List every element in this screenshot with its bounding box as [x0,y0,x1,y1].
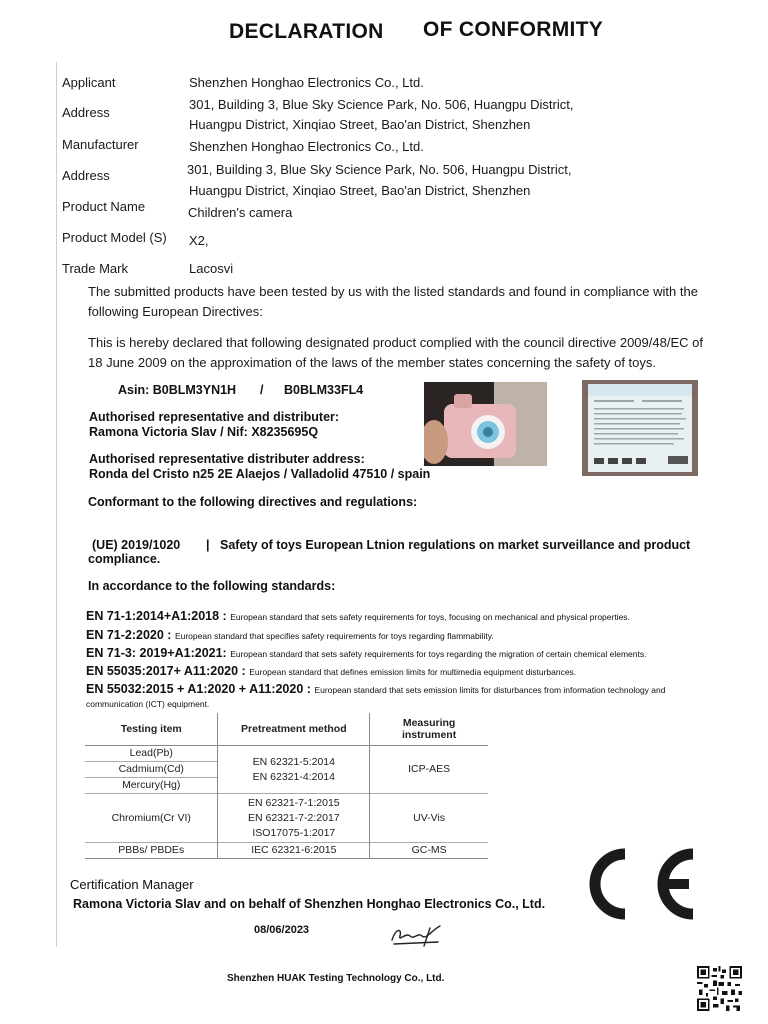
standards-heading: In accordance to the following standards: [88,579,336,593]
standard-code: EN 71-2:2020 : [86,628,172,642]
cell-chromium-method1: EN 62321-7-1:2015 [247,796,340,809]
cell-pbb-instrument: GC-MS [370,843,488,859]
cell-metals-method [218,746,370,794]
standard-code: EN 55035:2017+ A11:2020 : [86,664,246,678]
standard-desc: European standard that sets emission limits for disturbances from information technology and [314,685,666,695]
testing-table [85,713,488,859]
standard-code: EN 71-1:2014+A1:2018 : [86,609,227,623]
standard-desc: European standard that sets safety requirements for toys, focusing on mechanical and physical properties. [230,612,630,622]
asin-primary: Asin: B0BLM3YN1H [118,383,237,397]
representative-name: Ramona Victoria Slav / Nif: X8235695Q [89,425,319,439]
standard-en55032 [86,682,665,696]
address2-label: Address [62,168,110,183]
cell-chromium-method [218,794,370,843]
standard-desc: European standard that sets safety requirements for toys regarding the migration of certain chemical elements. [230,649,647,659]
address2-value-line1: 301, Building 3, Blue Sky Science Park, No. 506, Huangpu District, [187,162,572,177]
product-photo-box [582,380,698,476]
standard-desc: European standard that specifies safety requirements for toys regarding flammability. [174,631,494,641]
standard-code: EN 71-3: 2019+A1:2021: [86,646,227,660]
applicant-value: Shenzhen Honghao Electronics Co., Ltd. [189,75,424,90]
product-name-value: Children's camera [188,205,293,220]
address-label: Address [62,105,110,120]
header-pretreatment-method: Pretreatment method [218,713,370,746]
product-model-value: X2, [189,233,209,248]
asin-secondary: B0BLM33FL4 [284,383,364,397]
cell-pbb-method: IEC 62321-6:2015 [218,843,370,859]
standard-desc: European standard that defines emission limits for multimedia equipment disturbances. [249,667,577,677]
footer-company: Shenzhen HUAK Testing Technology Co., Ltd. [227,973,445,984]
trade-mark-label: Trade Mark [62,261,128,276]
asin-separator: / [260,383,264,397]
address-value-line1: 301, Building 3, Blue Sky Science Park, No. 506, Huangpu District, [189,97,574,112]
product-photo-camera [424,382,547,466]
cell-cadmium: Cadmium(Cd) [85,762,218,778]
title-of-conformity: OF CONFORMITY [423,18,604,41]
applicant-label: Applicant [62,75,116,90]
product-model-label: Product Model (S) [62,230,167,245]
cell-metals-method1: EN 62321-5:2014 [252,755,335,768]
certification-signatory: Ramona Victoria Slav and on behalf of Shenzhen Honghao Electronics Co., Ltd. [73,897,546,911]
header-instrument-line2: instrument [401,729,457,741]
header-measuring-instrument [370,713,488,746]
cell-chromium-instrument: UV-Vis [370,794,488,843]
standard-en71-3 [86,646,646,660]
representative-address-title: Authorised representative distributer address: [89,452,365,466]
header-instrument-line1: Measuring [402,717,456,729]
manufacturer-label: Manufacturer [62,137,139,152]
standard-en55035 [86,664,576,678]
standard-en71-2 [86,628,494,642]
declared-paragraph: This is hereby declared that following designated product complied with the council directive 2009/48/EC of 18 June 2009 on the approximation of the laws of the member states concerning the safety of toys. [88,335,703,370]
conformant-heading: Conformant to the following directives and regulations: [88,495,418,509]
representative-title: Authorised representative and distributer: [89,410,340,424]
regulation-text-line2: compliance. [88,552,161,566]
standard-en55032-tail: communication (ICT) equipment. [86,699,210,709]
tested-paragraph: The submitted products have been tested by us with the listed standards and found in compliance with the following European Directives: [88,284,698,319]
manufacturer-value: Shenzhen Honghao Electronics Co., Ltd. [189,139,424,154]
regulation-code: (UE) 2019/1020 [92,538,181,552]
standard-code: EN 55032:2015 + A1:2020 + A11:2020 : [86,682,311,696]
table-row [85,746,488,762]
certification-date: 08/06/2023 [254,924,310,936]
address-value-line2: Huangpu District, Xinqiao Street, Bao'an District, Shenzhen [189,117,531,132]
address2-value-line2: Huangpu District, Xinqiao Street, Bao'an District, Shenzhen [189,183,531,198]
standard-en71-1 [86,609,630,623]
table-row [85,843,488,859]
certification-label: Certification Manager [70,877,194,892]
regulation-separator: | [206,538,210,552]
signature-icon [388,920,446,950]
cell-metals-instrument: ICP-AES [370,746,488,794]
header-testing-item: Testing item [85,713,218,746]
cell-chromium-method2: EN 62321-7-2:2017 [247,811,340,824]
trade-mark-value: Lacosvi [189,261,234,276]
qr-code-icon [697,966,742,1011]
cell-lead: Lead(Pb) [85,746,218,762]
representative-address: Ronda del Cristo n25 2E Alaejos / Valladolid 47510 / spain [89,467,431,481]
cell-mercury: Mercury(Hg) [85,778,218,794]
table-row [85,794,488,843]
cell-pbb: PBBs/ PBDEs [85,843,218,859]
cell-metals-method2: EN 62321-4:2014 [252,770,335,783]
cell-chromium: Chromium(Cr VI) [85,794,218,843]
margin-rule [56,62,57,947]
regulation-text-line1: Safety of toys European Ltnion regulations on market surveillance and product [220,538,691,552]
cell-chromium-method3: ISO17075-1:2017 [252,826,336,839]
ce-mark-icon [585,846,700,922]
product-name-label: Product Name [62,199,146,214]
title-declaration: DECLARATION [229,20,384,43]
